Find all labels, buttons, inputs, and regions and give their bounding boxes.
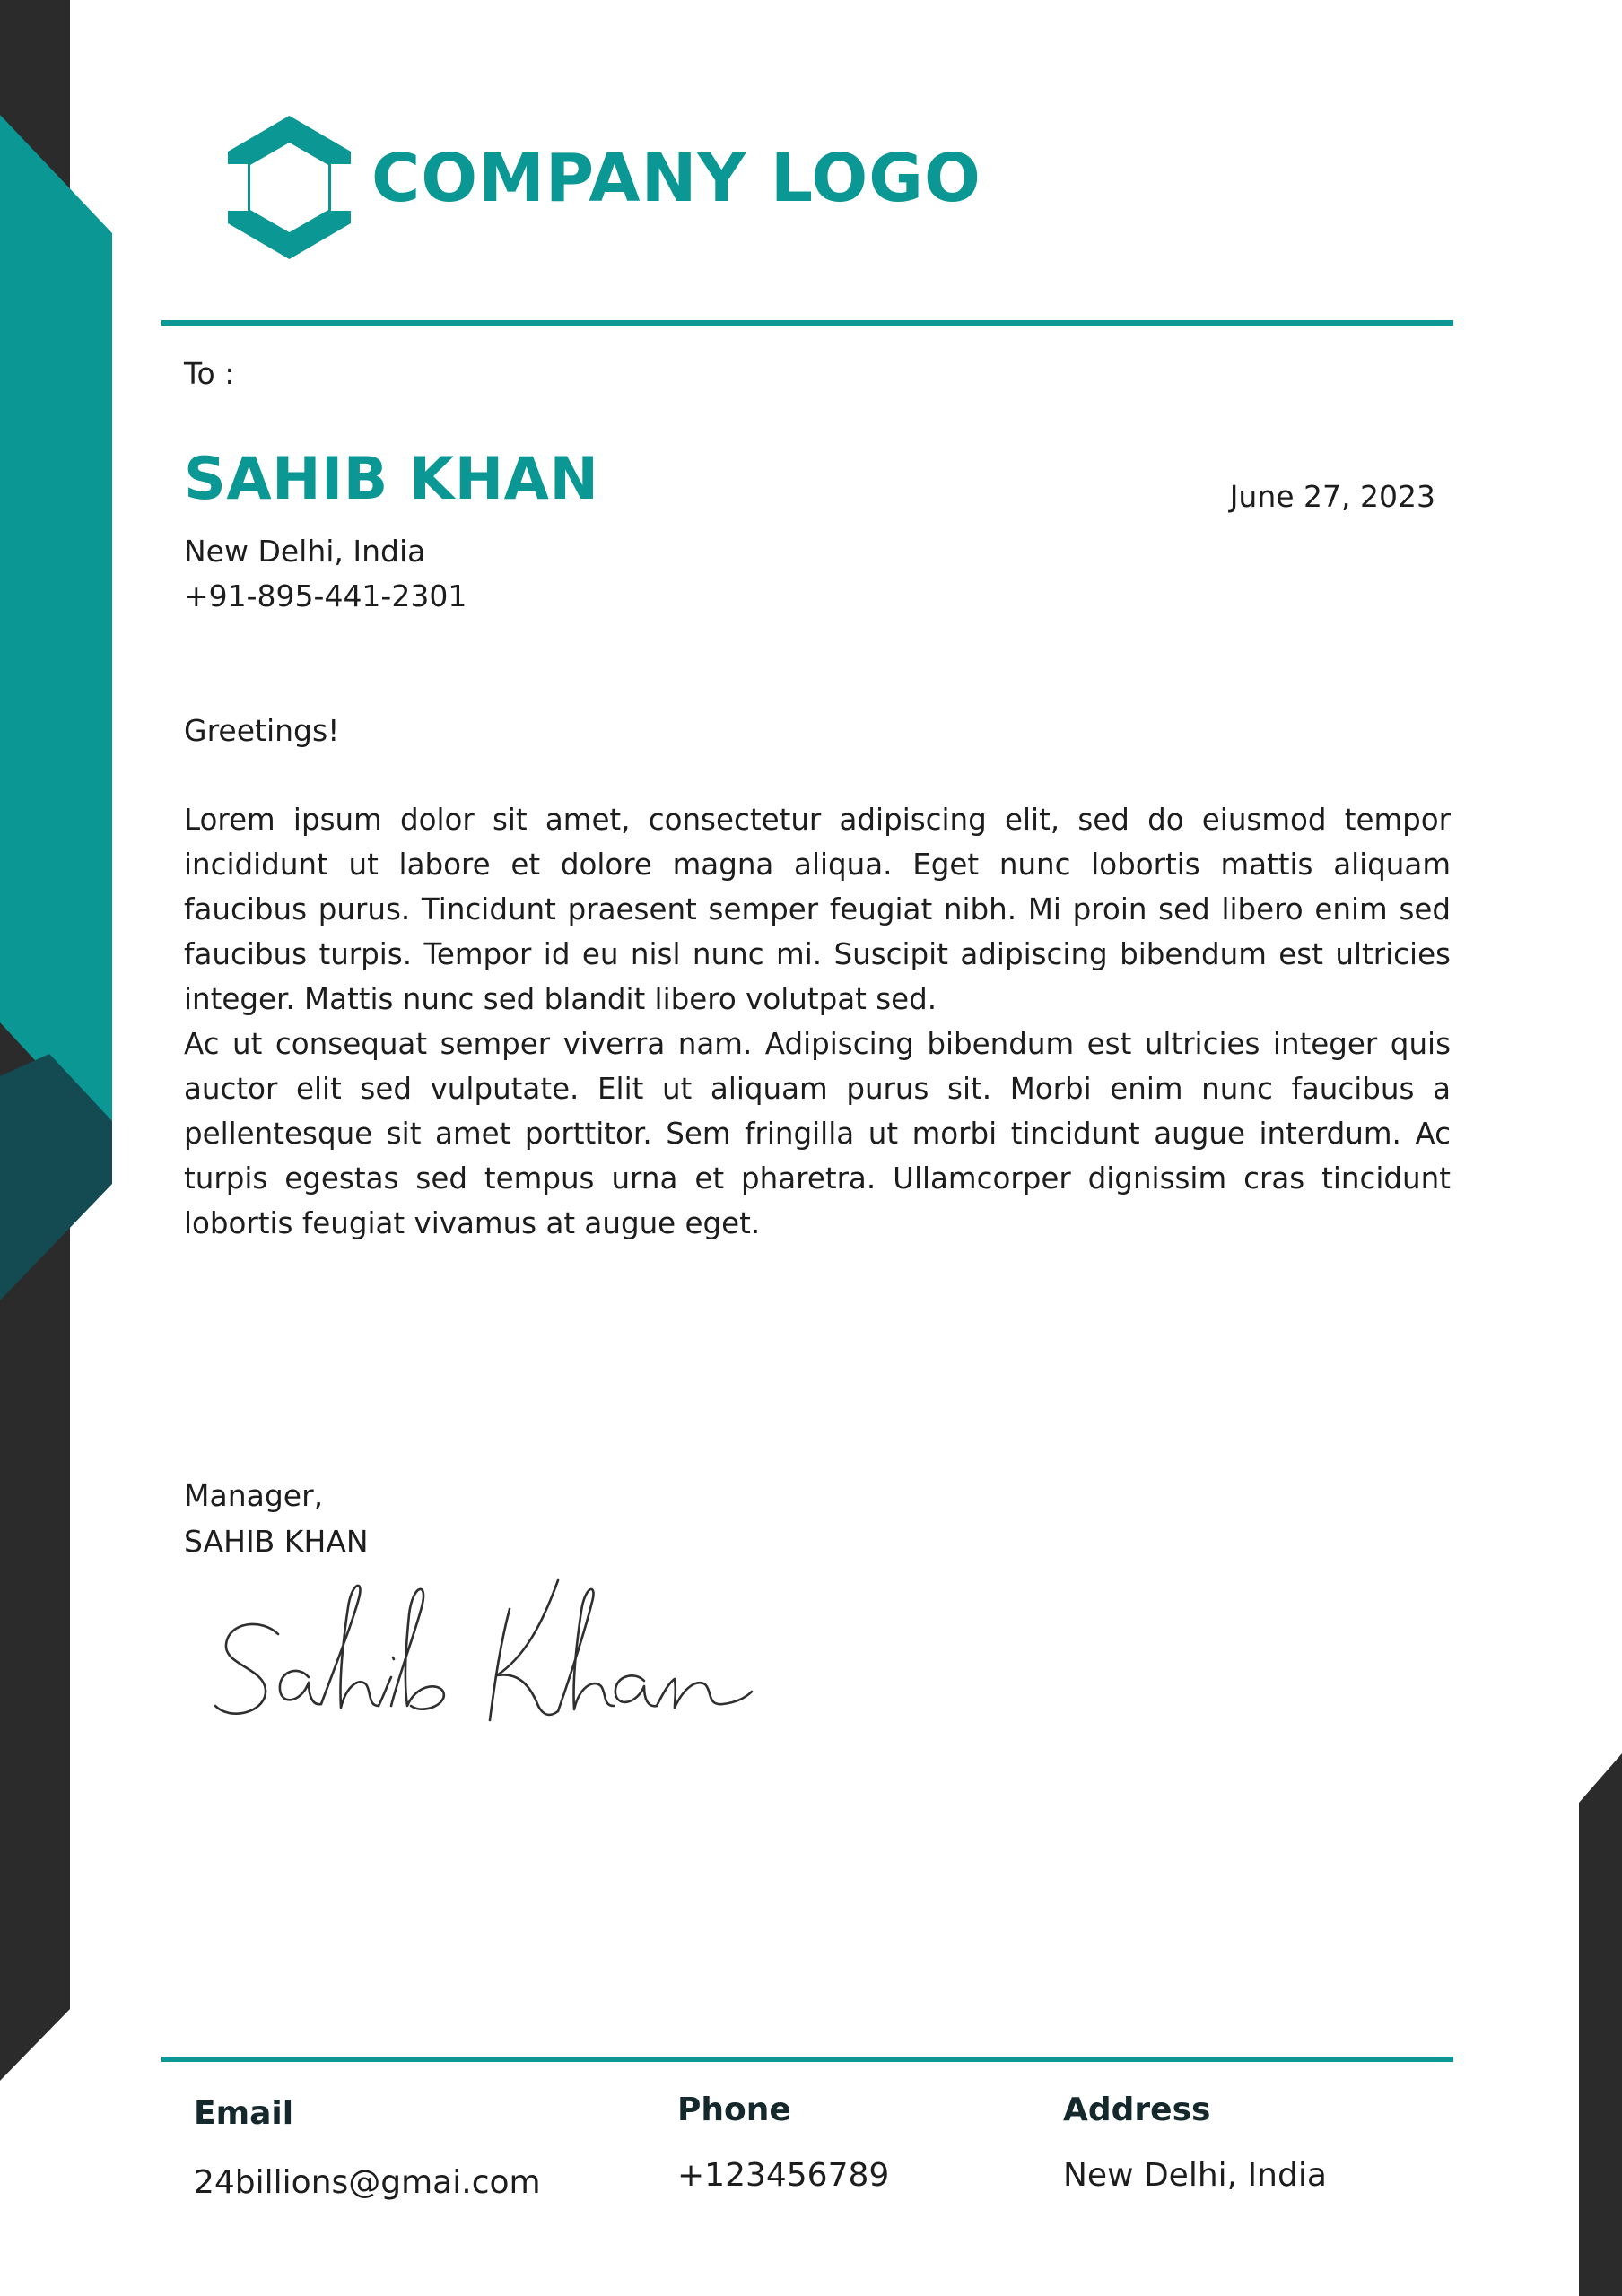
- recipient-phone: +91-895-441-2301: [184, 578, 467, 613]
- footer-email-label: Email: [194, 2095, 294, 2132]
- handwritten-signature: [208, 1571, 764, 1751]
- footer-email-value[interactable]: 24billions@gmai.com: [194, 2164, 541, 2201]
- footer-address-value: New Delhi, India: [1063, 2157, 1327, 2194]
- body-paragraph-1: Lorem ipsum dolor sit amet, consectetur adipiscing elit, sed do eiusmod tempor incididunt ut labore et dolore magna aliqua. Eget nunc lobortis mattis aliquam faucibus purus. Tincidunt praesent semper feugiat nibh. Mi proin sed libero enim sed faucibus turpis. Tempor id eu nisl nunc mi. Suscipit adipiscing bibendum est ultricies integer. Mattis nunc sed blandit libero volutpat sed.: [184, 803, 1451, 1016]
- company-logo-text: COMPANY LOGO: [371, 140, 981, 217]
- recipient-name: SAHIB KHAN: [184, 446, 599, 513]
- footer-phone-label: Phone: [677, 2092, 791, 2128]
- letter-body: [184, 797, 1451, 1246]
- footer-divider: [161, 2057, 1453, 2062]
- to-label: To :: [184, 356, 235, 391]
- left-teal-panel: [0, 115, 112, 1144]
- footer-address-label: Address: [1063, 2092, 1211, 2128]
- closing: Manager,: [184, 1478, 324, 1513]
- footer-phone-value[interactable]: +123456789: [677, 2157, 890, 2194]
- recipient-city: New Delhi, India: [184, 534, 426, 569]
- letter-date: June 27, 2023: [1229, 479, 1435, 514]
- right-charcoal-band: [1579, 1753, 1622, 2296]
- body-paragraph-2: Ac ut consequat semper viverra nam. Adipiscing bibendum est ultricies integer quis auctor elit sed vulputate. Elit ut aliquam purus sit. Morbi enim nunc faucibus a pellentesque sit amet porttitor. Sem fringilla ut morbi tincidunt augue interdum. Ac turpis egestas sed tempus urna et pharetra. Ullamcorper dignissim cras tincidunt lobortis feugiat vivamus at augue eget.: [184, 1027, 1451, 1240]
- greeting: Greetings!: [184, 713, 340, 748]
- hexagon-icon: [224, 112, 354, 263]
- signer-name: SAHIB KHAN: [184, 1524, 369, 1559]
- header-divider: [161, 320, 1453, 326]
